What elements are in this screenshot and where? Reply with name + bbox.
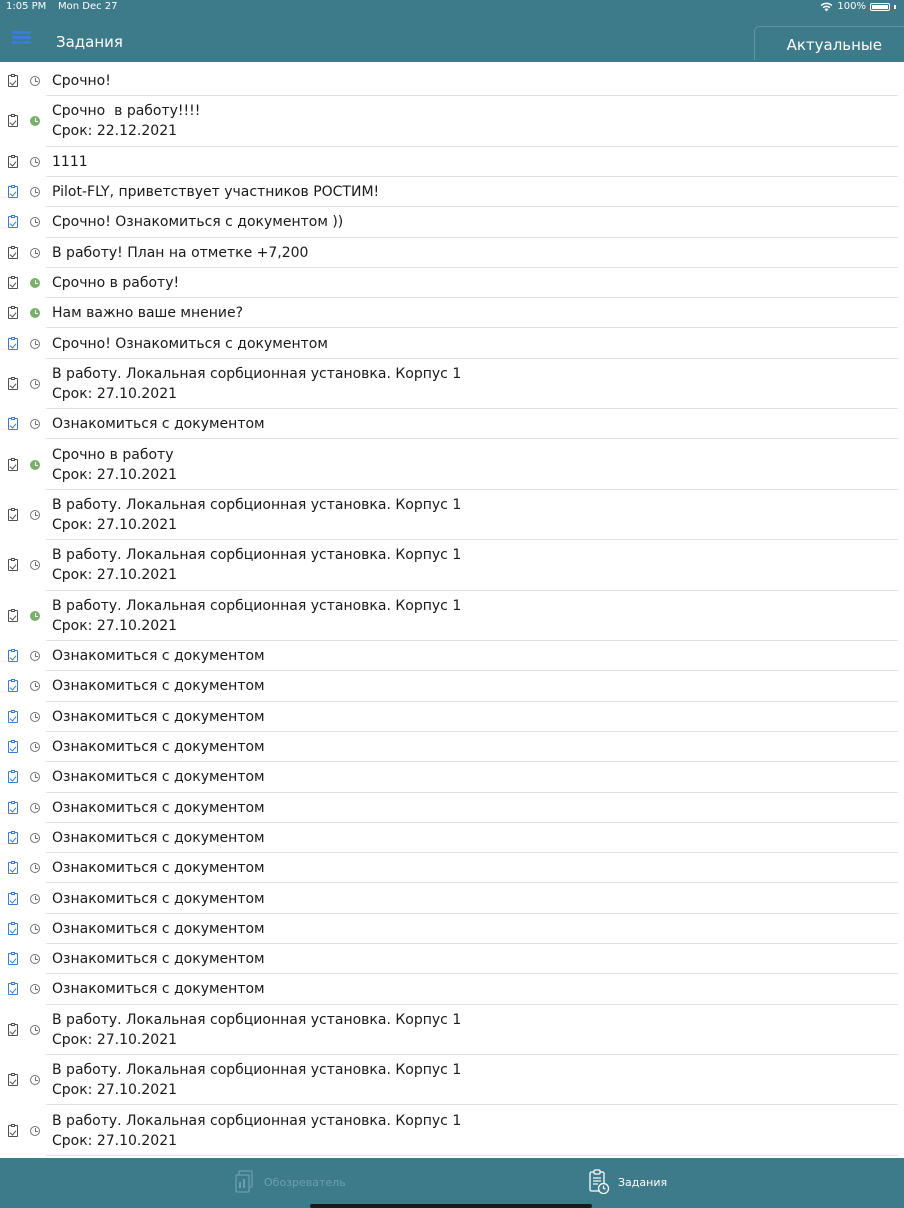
task-row[interactable] <box>0 944 904 974</box>
clock-icon <box>30 651 40 661</box>
task-text <box>52 732 265 762</box>
task-row-icons <box>8 439 44 489</box>
task-due-date: Срок: 27.10.2021 <box>52 517 178 534</box>
document-check-icon <box>8 802 18 814</box>
task-title: В работу. Локальная сорбционная установка. Корпус 1 <box>52 1112 462 1129</box>
document-check-icon <box>8 418 18 430</box>
tasks-clipboard-icon <box>588 1169 610 1195</box>
task-row-icons <box>8 298 44 328</box>
task-text <box>52 944 265 974</box>
document-check-icon <box>8 680 18 692</box>
task-row-icons <box>8 732 44 762</box>
task-due-date: Срок: 27.10.2021 <box>52 567 178 584</box>
status-indicators <box>820 0 896 13</box>
task-row-icons <box>8 974 44 1004</box>
task-due-date: Срок: 27.10.2021 <box>52 385 178 402</box>
documents-icon <box>234 1170 256 1194</box>
task-text <box>52 671 265 701</box>
document-check-icon <box>8 923 18 935</box>
task-row-icons <box>8 328 44 358</box>
task-title: В работу. Локальная сорбционная установка. Корпус 1 <box>52 1011 462 1028</box>
document-check-icon <box>8 1074 18 1086</box>
task-title: Ознакомиться с документом <box>52 920 265 937</box>
document-check-icon <box>8 953 18 965</box>
task-row[interactable] <box>0 671 904 701</box>
task-title: В работу. Локальная сорбционная установка. Корпус 1 <box>52 497 462 514</box>
task-title: В работу! План на отметке +7,200 <box>52 244 309 261</box>
task-title: Срочно! Ознакомиться с документом <box>52 335 328 352</box>
clock-icon <box>30 1075 40 1085</box>
document-check-icon <box>8 650 18 662</box>
task-title: Срочно в работу!!!! <box>52 103 201 120</box>
task-text <box>52 268 179 298</box>
clock-icon <box>30 681 40 691</box>
document-check-icon <box>8 741 18 753</box>
task-row[interactable] <box>0 328 904 358</box>
task-title: В работу. Локальная сорбционная установка. Корпус 1 <box>52 1062 462 1079</box>
task-due-date: Срок: 27.10.2021 <box>52 466 178 483</box>
clock-icon <box>30 460 40 470</box>
task-row-icons <box>8 177 44 207</box>
task-text <box>52 793 265 823</box>
document-check-icon <box>8 771 18 783</box>
task-row-icons <box>8 793 44 823</box>
task-title: Ознакомиться с документом <box>52 416 265 433</box>
clock-icon <box>30 560 40 570</box>
document-check-icon <box>8 75 18 87</box>
task-title: Ознакомиться с документом <box>52 708 265 725</box>
wifi-icon <box>820 2 833 12</box>
clock-icon <box>30 833 40 843</box>
clock-icon <box>30 772 40 782</box>
task-list <box>0 66 904 1156</box>
clock-icon <box>30 157 40 167</box>
clock-icon <box>30 611 40 621</box>
task-title: 1111 <box>52 153 88 170</box>
task-row[interactable] <box>0 490 904 540</box>
status-bar <box>0 0 904 14</box>
task-row[interactable] <box>0 853 904 883</box>
task-row-icons <box>8 490 44 540</box>
task-row-icons <box>8 268 44 298</box>
task-title: Ознакомиться с документом <box>52 739 265 756</box>
task-row[interactable] <box>0 762 904 792</box>
document-check-icon <box>8 247 18 259</box>
task-row[interactable] <box>0 914 904 944</box>
document-check-icon <box>8 610 18 622</box>
task-row[interactable] <box>0 66 904 96</box>
task-text <box>52 328 328 358</box>
task-text <box>52 147 88 177</box>
task-row[interactable] <box>0 268 904 298</box>
task-text <box>52 359 461 409</box>
navigation-bar <box>0 14 904 62</box>
task-title: Ознакомиться с документом <box>52 860 265 877</box>
task-text <box>52 177 379 207</box>
document-check-icon <box>8 459 18 471</box>
task-row-icons <box>8 1005 44 1055</box>
task-title: В работу. Локальная сорбционная установка. Корпус 1 <box>52 547 462 564</box>
document-check-icon <box>8 1125 18 1137</box>
task-row[interactable] <box>0 540 904 590</box>
tab-browser-label: Обозреватель <box>264 1175 346 1189</box>
task-due-date: Срок: 27.10.2021 <box>52 1082 178 1099</box>
document-check-icon <box>8 509 18 521</box>
task-title: Ознакомиться с документом <box>52 769 265 786</box>
task-text <box>52 1005 461 1055</box>
task-row-icons <box>8 883 44 913</box>
clock-icon <box>30 419 40 429</box>
task-title: Ознакомиться с документом <box>52 981 265 998</box>
task-row[interactable] <box>0 359 904 409</box>
task-due-date: Срок: 27.10.2021 <box>52 1132 178 1149</box>
task-text <box>52 591 461 641</box>
task-row[interactable] <box>0 1105 904 1155</box>
task-title: Ознакомиться с документом <box>52 890 265 907</box>
document-check-icon <box>8 338 18 350</box>
clock-icon <box>30 803 40 813</box>
task-row[interactable] <box>0 298 904 328</box>
task-title: В работу. Локальная сорбционная установка. Корпус 1 <box>52 597 462 614</box>
document-check-icon <box>8 307 18 319</box>
task-row[interactable] <box>0 147 904 177</box>
task-row[interactable] <box>0 409 904 439</box>
document-check-icon <box>8 711 18 723</box>
task-row-icons <box>8 914 44 944</box>
task-row-icons <box>8 66 44 96</box>
document-check-icon <box>8 1024 18 1036</box>
tab-browser[interactable] <box>234 1168 346 1196</box>
task-row[interactable] <box>0 591 904 641</box>
task-row-icons <box>8 702 44 732</box>
task-title: Нам важно ваше мнение? <box>52 305 244 322</box>
task-row-icons <box>8 641 44 671</box>
clock-icon <box>30 863 40 873</box>
task-text <box>52 762 265 792</box>
clock-icon <box>30 954 40 964</box>
document-check-icon <box>8 115 18 127</box>
task-text <box>52 1055 461 1105</box>
clock-icon <box>30 894 40 904</box>
task-text <box>52 409 265 439</box>
document-check-icon <box>8 378 18 390</box>
task-text <box>52 207 343 237</box>
task-row-icons <box>8 147 44 177</box>
task-row-icons <box>8 944 44 974</box>
clock-icon <box>30 248 40 258</box>
task-text <box>52 853 265 883</box>
clock-icon <box>30 1025 40 1035</box>
task-text <box>52 298 243 328</box>
clock-icon <box>30 510 40 520</box>
battery-icon <box>870 3 890 11</box>
clock-icon <box>30 187 40 197</box>
task-row[interactable] <box>0 96 904 146</box>
task-title: Ознакомиться с документом <box>52 648 265 665</box>
task-title: Ознакомиться с документом <box>52 829 265 846</box>
task-title: Срочно! Ознакомиться с документом )) <box>52 214 344 231</box>
task-row-icons <box>8 1105 44 1155</box>
tab-tasks-label: Задания <box>618 1175 668 1189</box>
clock-icon <box>30 712 40 722</box>
task-title: Срочно в работу <box>52 446 174 463</box>
task-title: Ознакомиться с документом <box>52 799 265 816</box>
task-row-icons <box>8 238 44 268</box>
task-row[interactable] <box>0 702 904 732</box>
task-row-icons <box>8 207 44 237</box>
task-row[interactable] <box>0 177 904 207</box>
page-title: Задания <box>56 33 123 51</box>
task-due-date: Срок: 27.10.2021 <box>52 617 178 634</box>
task-title: Срочно в работу! <box>52 275 180 292</box>
task-row-icons <box>8 359 44 409</box>
clock-icon <box>30 1126 40 1136</box>
task-text <box>52 823 265 853</box>
filter-label: Актуальные <box>786 36 882 54</box>
clock-icon <box>30 339 40 349</box>
task-row[interactable] <box>0 439 904 489</box>
task-row[interactable] <box>0 793 904 823</box>
clock-icon <box>30 217 40 227</box>
task-row[interactable] <box>0 732 904 762</box>
task-text <box>52 702 265 732</box>
document-check-icon <box>8 277 18 289</box>
task-text <box>52 490 461 540</box>
task-row-icons <box>8 823 44 853</box>
task-text <box>52 96 200 146</box>
task-row[interactable] <box>0 974 904 1004</box>
task-due-date: Срок: 27.10.2021 <box>52 1031 178 1048</box>
task-title: Срочно! <box>52 73 111 90</box>
task-row[interactable] <box>0 238 904 268</box>
task-row-icons <box>8 540 44 590</box>
clock-icon <box>30 308 40 318</box>
task-title: Ознакомиться с документом <box>52 678 265 695</box>
task-row-icons <box>8 762 44 792</box>
clock-icon <box>30 742 40 752</box>
task-row[interactable] <box>0 641 904 671</box>
task-title: Pilot-FLY, приветствует участников РОСТИМ! <box>52 184 380 201</box>
task-row-icons <box>8 1055 44 1105</box>
filter-button[interactable] <box>754 26 904 60</box>
task-text <box>52 1105 461 1155</box>
task-row-icons <box>8 853 44 883</box>
document-check-icon <box>8 832 18 844</box>
battery-cap <box>894 5 896 9</box>
task-row-icons <box>8 671 44 701</box>
document-check-icon <box>8 156 18 168</box>
clock-icon <box>30 379 40 389</box>
task-text <box>52 66 111 96</box>
menu-icon[interactable] <box>12 31 31 45</box>
task-title: Ознакомиться с документом <box>52 951 265 968</box>
clock-icon <box>30 984 40 994</box>
document-check-icon <box>8 893 18 905</box>
task-text <box>52 641 265 671</box>
battery-percent: 100% <box>837 1 866 12</box>
task-row[interactable] <box>0 207 904 237</box>
status-time: 1:05 PM <box>6 1 47 12</box>
task-row[interactable] <box>0 1005 904 1055</box>
task-text <box>52 974 265 1004</box>
clock-icon <box>30 76 40 86</box>
task-row-icons <box>8 96 44 146</box>
tab-bar <box>0 1158 904 1208</box>
clock-icon <box>30 278 40 288</box>
task-text <box>52 439 177 489</box>
task-due-date: Срок: 22.12.2021 <box>52 123 178 140</box>
home-indicator <box>310 1204 592 1208</box>
task-text <box>52 914 265 944</box>
status-date: Mon Dec 27 <box>58 1 118 12</box>
document-check-icon <box>8 216 18 228</box>
task-text <box>52 238 308 268</box>
task-row[interactable] <box>0 1055 904 1105</box>
task-title: В работу. Локальная сорбционная установка. Корпус 1 <box>52 365 462 382</box>
task-row[interactable] <box>0 883 904 913</box>
document-check-icon <box>8 559 18 571</box>
task-row-icons <box>8 409 44 439</box>
tab-tasks[interactable] <box>588 1168 667 1196</box>
document-check-icon <box>8 186 18 198</box>
task-text <box>52 883 265 913</box>
task-row[interactable] <box>0 823 904 853</box>
document-check-icon <box>8 983 18 995</box>
document-check-icon <box>8 862 18 874</box>
clock-icon <box>30 116 40 126</box>
clock-icon <box>30 924 40 934</box>
task-text <box>52 540 461 590</box>
task-row-icons <box>8 591 44 641</box>
